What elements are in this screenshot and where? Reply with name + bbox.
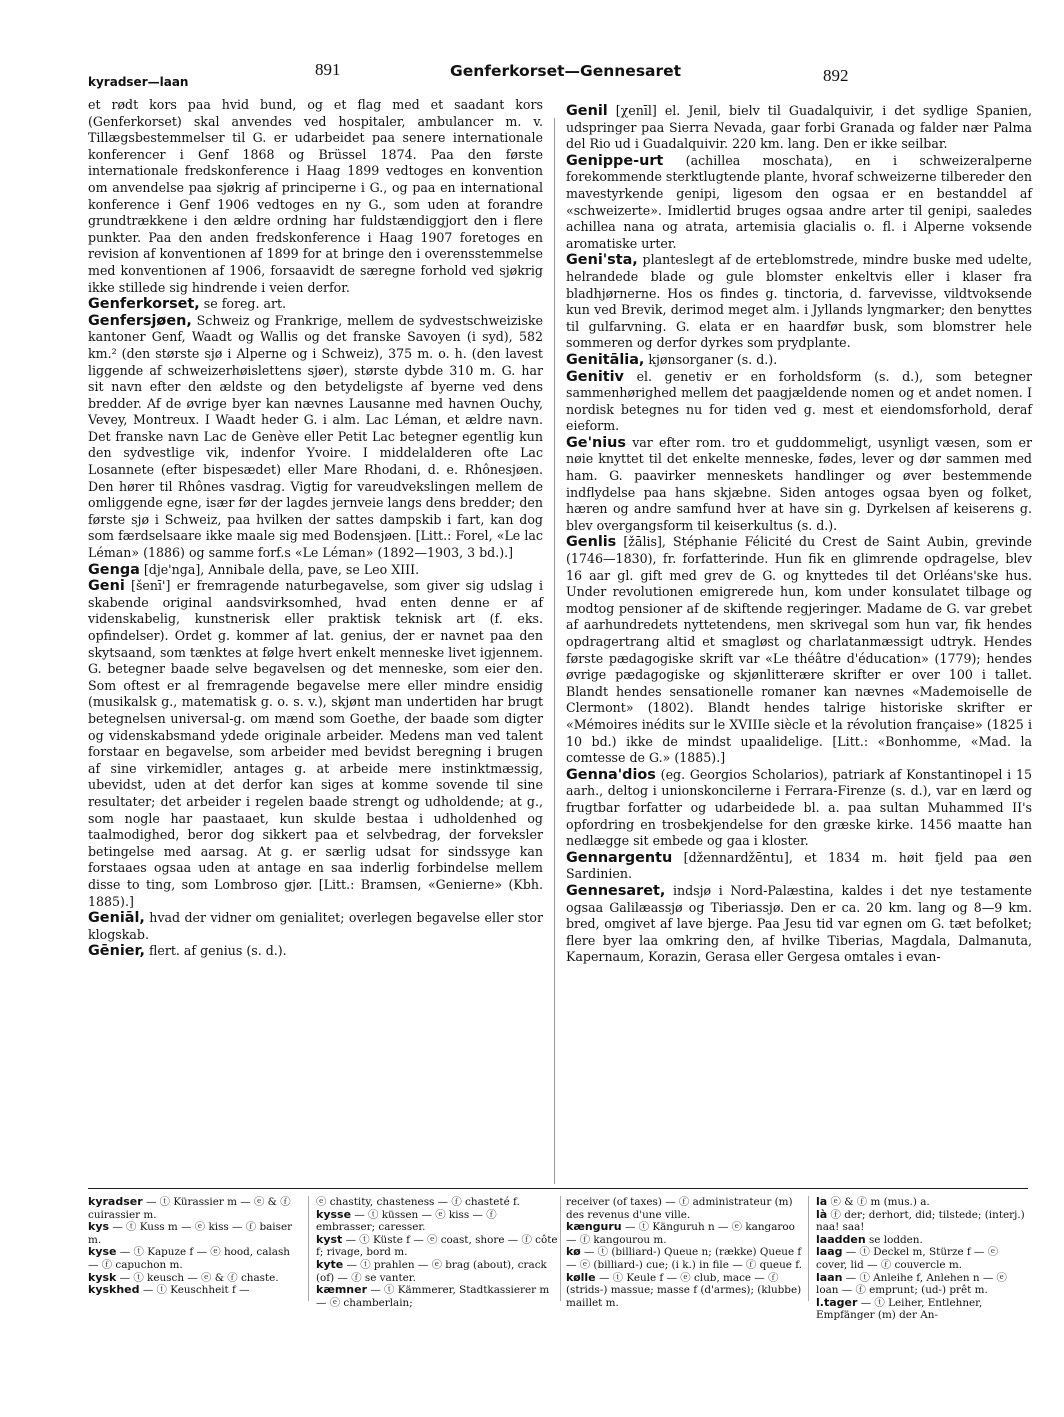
entry bbox=[88, 578, 543, 910]
headword: Genlis bbox=[566, 534, 617, 551]
page-number-left: 891 bbox=[315, 60, 341, 79]
entry bbox=[566, 103, 1032, 153]
headword: kyradser bbox=[88, 1195, 143, 1208]
entry-text: — ⓣ Känguruh n — ⓔ kangaroo — ⓕ kangourou m. bbox=[566, 1221, 795, 1246]
entry bbox=[566, 352, 1032, 369]
headword: Genferkorset, bbox=[88, 296, 200, 313]
entry-text: — ⓣ Leiher, Entlehner, Empfänger (m) der An- bbox=[816, 1296, 983, 1322]
headword: kølle bbox=[566, 1270, 596, 1284]
entry-text: — ⓣ küssen — ⓔ kiss — ⓕ embrasser; caresser. bbox=[316, 1208, 497, 1234]
entry-text: flert. af genius (s. d.). bbox=[144, 943, 287, 959]
entry-text: se foreg. art. bbox=[199, 296, 287, 312]
entry bbox=[566, 1196, 802, 1221]
headword: Genga bbox=[88, 561, 140, 578]
entry-text: indsjø i Nord-Palæstina, kaldes i det nye testamente ogsaa Galilæassjø og Tiberiassjø. Den er ca. 20 km. lang og 8—9 km. bred, omgivet af lave bjerge. Paa Jesu tid var egnen om G. tæt befolket; flere byer laa omkring den, af hvilke Tiberias, Magdala, Dalmanuta, Kapernaum, Korazin, Gerasa eller Gergesa omtales i evan- bbox=[566, 882, 1032, 965]
entry bbox=[816, 1196, 1030, 1209]
entry-text: hvad der vidner om genialitet; overlegen begavelse eller stor klogskab. bbox=[88, 910, 543, 942]
entry-text: — ⓣ keusch — ⓔ & ⓕ chaste. bbox=[116, 1271, 279, 1284]
headword: Gēnier, bbox=[88, 943, 145, 960]
headword: kyst bbox=[316, 1232, 343, 1246]
entry bbox=[88, 910, 543, 943]
entry bbox=[816, 1272, 1030, 1297]
entry-text: — ⓣ Keuschheit f — bbox=[139, 1284, 250, 1297]
headword: Geniāl, bbox=[88, 910, 145, 927]
entry bbox=[566, 369, 1032, 435]
entry bbox=[566, 1221, 802, 1246]
entry-text: — ⓣ Keule f — ⓔ club, mace — ⓕ (strids-) massue; masse f (d'armes); (klubbe) maillet m. bbox=[566, 1271, 802, 1309]
headword: Genitiv bbox=[566, 368, 624, 385]
right-column bbox=[566, 103, 1032, 966]
left-column bbox=[88, 97, 543, 960]
glossary-column-1 bbox=[88, 1196, 302, 1297]
entry-text: — ⓣ Küste f — ⓔ coast, shore — ⓕ côte f; rivage, bord m. bbox=[316, 1233, 558, 1259]
entry bbox=[566, 1246, 802, 1271]
glossary-divider bbox=[560, 1196, 561, 1301]
headword: laan bbox=[816, 1270, 843, 1284]
headword: laag bbox=[816, 1245, 843, 1259]
headword: kyse bbox=[88, 1245, 117, 1259]
entry bbox=[316, 1234, 558, 1259]
entry bbox=[88, 313, 543, 562]
entry-text: — ⓣ (billiard-) Queue n; (række) Queue f — ⓔ (billiard-) cue; (i k.) in file — ⓕ queue f. bbox=[566, 1246, 802, 1271]
entry-text: (achillea moschata), en i schweizeralperne forekommende sterktlugtende plante, hvoraf schweizerne tilbereder den mavestyrkende genipi, ligesom den ogsaa er en bestanddel af «schweizerte». Imidlertid bruges ogsaa andre arter til genipi, saaledes achillea nana og atrata, artemisia glacialis o. fl. i Alperne voksende aromatiske urter. bbox=[566, 152, 1032, 251]
entry-text: — ⓣ Kuss m — ⓔ kiss — ⓕ baiser m. bbox=[88, 1221, 293, 1246]
entry-text: — ⓣ Kämmerer, Stadtkassierer m — ⓔ chamberlain; bbox=[316, 1284, 550, 1309]
entry-text: ⓔ & ⓕ m (mus.) a. bbox=[827, 1196, 930, 1208]
headword: kysse bbox=[316, 1207, 352, 1221]
headword: Genfersjøen, bbox=[88, 312, 192, 329]
entry-text: — ⓣ Kapuze f — ⓔ hood, calash — ⓕ capuchon m. bbox=[88, 1246, 290, 1271]
entry bbox=[316, 1196, 558, 1209]
entry bbox=[316, 1259, 558, 1284]
entry-text: receiver (of taxes) — ⓕ administrateur (m) des revenus d'une ville. bbox=[566, 1196, 793, 1221]
entry-text: se lodden. bbox=[865, 1233, 923, 1246]
headword: la bbox=[816, 1195, 828, 1208]
glossary-rule bbox=[88, 1188, 1028, 1189]
entry-text: — ⓣ Kürassier m — ⓔ & ⓕ cuirassier m. bbox=[88, 1196, 291, 1221]
entry-text: — ⓣ prahlen — ⓔ brag (about), crack (of) — ⓕ se vanter. bbox=[316, 1258, 547, 1284]
entry-text: el. genetiv er en forholdsform (s. d.), som betegner sammenhørighed mellem det paagjældende nomen og et andet nomen. I nordisk betegnes nu for tiden ved g. mest et eiendomsforhold, deraf eieform. bbox=[566, 368, 1032, 434]
headword: kys bbox=[88, 1220, 110, 1234]
headword: Genil bbox=[566, 103, 608, 119]
entry-text: [šenī'] er fremragende naturbegavelse, som giver sig udslag i skabende original aandsvirksomhed, hvad enten denne er af videnskabelig, kunstnerisk eller praktisk teknisk art (f. eks. opfindelser). Ordet g. kommer af lat. genius, der er navnet paa den skytsaand, som tænktes at følge hvert enkelt menneske livet igjennem. G. betegner baade selve begavelsen og det menneske, som eier den. Som oftest er al fremragende begavelse mere eller mindre ensidig (musikalsk g., matematisk g. o. s. v.), skjønt man undertiden har brugt betegnelsen universal-g. om mænd som Goethe, der baade som digter og videnskabsmand ydede originale arbeider. Medens man ved talent forstaar en begavelse, som arbeider med bevidst beregning i brugen af sine virkemidler, antages g. at arbeide mere instinktmæssig, ubevidst, uden at det derfor kan siges at komme sovende til sine resultater; det arbeider i regelen baade strengt og udholdende; at g., som nogle har paastaaet, kun skulde bestaa i udholdenhed og taalmodighed, beror dog sikkert paa et selvbedrag, der forveksler betingelse med aarsag. At g. er særlig udsat for sindssyge kan forstaaes ogsaa uden at antage en saa inderlig forbindelse mellem disse to ting, som Lombroso gjør. [Litt.: Bramsen, «Genierne» (Kbh. 1885).] bbox=[88, 578, 543, 909]
entry bbox=[816, 1246, 1030, 1271]
headword: kæmner bbox=[316, 1283, 368, 1297]
entry bbox=[566, 883, 1032, 966]
entry-text: ⓕ der; derhort, did; tilstede; (interj.) naa! saa! bbox=[816, 1208, 1025, 1234]
entry-text: ⓔ chastity, chasteness — ⓕ chasteté f. bbox=[316, 1196, 520, 1208]
headword: Genitālia, bbox=[566, 351, 645, 368]
headword: Ge'nius bbox=[566, 434, 626, 451]
headword: laadden bbox=[816, 1232, 866, 1246]
entry bbox=[816, 1234, 1030, 1247]
entry-text: planteslegt af de erteblomstrede, mindre buske med udelte, helrandede blade og gule blomster enkeltvis eller i klaser fra bladhjørnerne. Hos os findes g. tinctoria, d. farvevisse, vildtvoksende kun ved Brevik, derimod meget alm. i Jyllands lyngmarker; den benyttes til gulfarvning. G. elata er en haardfør busk, som blomstrer hele sommeren og derfor dyrkes som prydplante. bbox=[566, 252, 1032, 351]
headword: Geni bbox=[88, 578, 125, 595]
entry bbox=[566, 767, 1032, 850]
headword: kyskhed bbox=[88, 1283, 140, 1297]
glossary-divider bbox=[308, 1196, 309, 1301]
page-title: Genferkorset—Gennesaret bbox=[450, 62, 682, 80]
entry bbox=[88, 1196, 302, 1221]
glossary-divider bbox=[808, 1196, 809, 1301]
headword: Gennesaret, bbox=[566, 882, 666, 899]
entry-text: [dje'nga], Annibale della, pave, se Leo XIII. bbox=[139, 561, 420, 577]
entry bbox=[816, 1297, 1030, 1322]
headword: kysk bbox=[88, 1270, 117, 1284]
headword: là bbox=[816, 1207, 828, 1221]
entry-text: (eg. Georgios Scholarios), patriark af Konstantinopel i 15 aarh., deltog i unionskoncilerne i Ferrara-Firenze (s. d.), var en lærd og frugtbar forfatter og udarbeidede bl. a. paa sultan Muhammed II's opfordring en trosbekjendelse for den græske kirke. 1456 maatte han nedlægge sit embede og gaa i kloster. bbox=[566, 766, 1032, 849]
entry-text: kjønsorganer (s. d.). bbox=[644, 351, 778, 367]
headword: kyte bbox=[316, 1257, 344, 1271]
entry bbox=[566, 1272, 802, 1310]
entry-text: Schweiz og Frankrige, mellem de sydvestschweiziske kantoner Genf, Waadt og Wallis og det franske Savoyen (i syd), 582 km.² (den største sjø i Alperne og i Schweiz), 375 m. o. h. (den lavest liggende af schweizerhøislettens sjøer), største dybde 310 m. G. har sit navn efter den ældste og den betydeligste af byerne ved dens bredder. Af de øvrige byer kan nævnes Lausanne med havnen Ouchy, Vevey, Montreux. I Waadt heder G. i alm. Lac Léman, et ældre navn. Det franske navn Lac de Genève eller Petit Lac betegner egentlig kun den sydvestlige vik, indenfor Yvoire. I middelalderen ofte Lac Losannete (efter bispesædet) eller Mare Rhodani, d. e. Rhônesjøen. Den hører til Rhônes vasdrag. Vigtig for vareudvekslingen mellem de omliggende egne, især før der lagdes jernveie langs dens bredder; den første sjø i Schweiz, paa hvilken der sattes dampskib i fart, kan dog som færdselsaare ikke maale sig med Bodensjøen. [Litt.: Forel, «Le lac Léman» (1886) og samme forf.s «Le Léman» (1892—1903, 3 bd.).] bbox=[88, 312, 543, 561]
glossary-column-3 bbox=[566, 1196, 802, 1309]
column-divider bbox=[554, 118, 555, 1184]
headword: kænguru bbox=[566, 1220, 622, 1234]
entry-text: et rødt kors paa hvid bund, og et flag med et saadant kors (Genferkorset) skal anvendes ved hospitaler, ambulancer m. v. Tillægsbestemmelser til G. er udarbeidet paa senere internationale konferencer i Genf 1868 og Brüssel 1874. Paa den første internationale fredskonference i Haag 1899 vedtoges en konvention om anvendelse paa sjøkrig af principerne i G., og paa en international konference i Genf 1906 vedtoges en ny G., som uden at forandre grundtrækkene i den ældre ordning har fuldstændiggjort den i flere punkter. Paa den anden fredskonference i Haag 1907 foretoges en revision af konventionen af 1899 for at bringe den i overensstemmelse med konventionen af 1906, forsaavidt de særegne forhold ved sjøkrig ikke stillede sig hindrende i veien derfor. bbox=[88, 97, 543, 295]
headword: Genippe-urt bbox=[566, 152, 664, 169]
entry-text: [žālis], Stéphanie Félicité du Crest de Saint Aubin, grevinde (1746—1830), fr. forfatterinde. Hun fik en glimrende opdragelse, blev 16 aar gl. gift med grev de G. og knyttedes til det Orléans'ske hus. Under revolutionen emigrerede hun, kom under konsulatet tilbage og modtog pensioner af de skiftende regjeringer. Madame de G. var grebet af aarhundredets nyttetendens, men skrivegal som hun var, fik hendes opdragertrang altid et smagløst og charlatanmæssigt udtryk. Hendes første pædagogiske skrift var «Le théâtre d'éducation» (1779); hendes øvrige pædagogiske og skjønlitterære skrifter er over 100 i tallet. Blandt hendes sensationelle romaner kan nævnes «Mademoiselle de Clermont» (1802). Blandt hendes talrige historiske skrifter er «Mémoires inédits sur le XVIIIe siècle et la révolution française» (1825 i 10 bd.) ikke de mindst upaalidelige. [Litt.: «Bonhomme, «Mad. la comtesse de G.» (1885).] bbox=[566, 534, 1032, 766]
headword: l.tager bbox=[816, 1295, 858, 1309]
entry-text: var efter rom. tro et guddommeligt, usynligt væsen, som er nøie knyttet til det enkelte menneske, fødes, lever og dør sammen med ham. G. paavirker menneskets handlinger og øver bestemmende indflydelse paa hans skjæbne. Siden antoges ogsaa byen og folket, hæren og andre samfund hver at have sin g. Dyrkelsen af keiserens g. blev overgangsform til keiserkultus (s. d.). bbox=[566, 434, 1032, 533]
running-head-words: kyradser—laan bbox=[88, 75, 189, 89]
entry bbox=[566, 435, 1032, 535]
entry bbox=[88, 562, 543, 579]
entry bbox=[566, 850, 1032, 883]
entry-text: — ⓣ Anleihe f, Anlehen n — ⓔ loan — ⓕ emprunt; (ud-) prêt m. bbox=[816, 1271, 1007, 1297]
entry bbox=[88, 296, 543, 313]
entry bbox=[88, 943, 543, 960]
entry bbox=[816, 1209, 1030, 1234]
headword: Gennargentu bbox=[566, 849, 673, 866]
entry bbox=[566, 534, 1032, 766]
headword: Genna'dios bbox=[566, 766, 656, 783]
headword: kø bbox=[566, 1245, 581, 1259]
entry bbox=[88, 1221, 302, 1246]
entry bbox=[88, 1246, 302, 1271]
entry bbox=[566, 153, 1032, 253]
entry-text: — ⓣ Deckel m, Stürze f — ⓔ cover, lid — ⓕ couvercle m. bbox=[816, 1246, 999, 1271]
entry bbox=[316, 1284, 558, 1309]
entry bbox=[566, 252, 1032, 352]
entry bbox=[88, 97, 543, 296]
entry bbox=[88, 1284, 302, 1297]
page-number-right: 892 bbox=[823, 66, 849, 85]
glossary-column-4 bbox=[816, 1196, 1030, 1322]
entry-text: [džennardžēntu], et 1834 m. høit fjeld paa øen Sardinien. bbox=[566, 849, 1032, 882]
headword: Geni'sta, bbox=[566, 252, 638, 269]
entry bbox=[316, 1209, 558, 1234]
glossary-column-2 bbox=[316, 1196, 558, 1309]
entry-text: [χenīl] el. Jenil, bielv til Guadalquivir, i det sydlige Spanien, udspringer paa Sierra Nevada, gaar forbi Granada og falder nær Palma del Rio ud i Guadalquivir. 220 km. lang. Den er ikke seilbar. bbox=[566, 103, 1032, 152]
